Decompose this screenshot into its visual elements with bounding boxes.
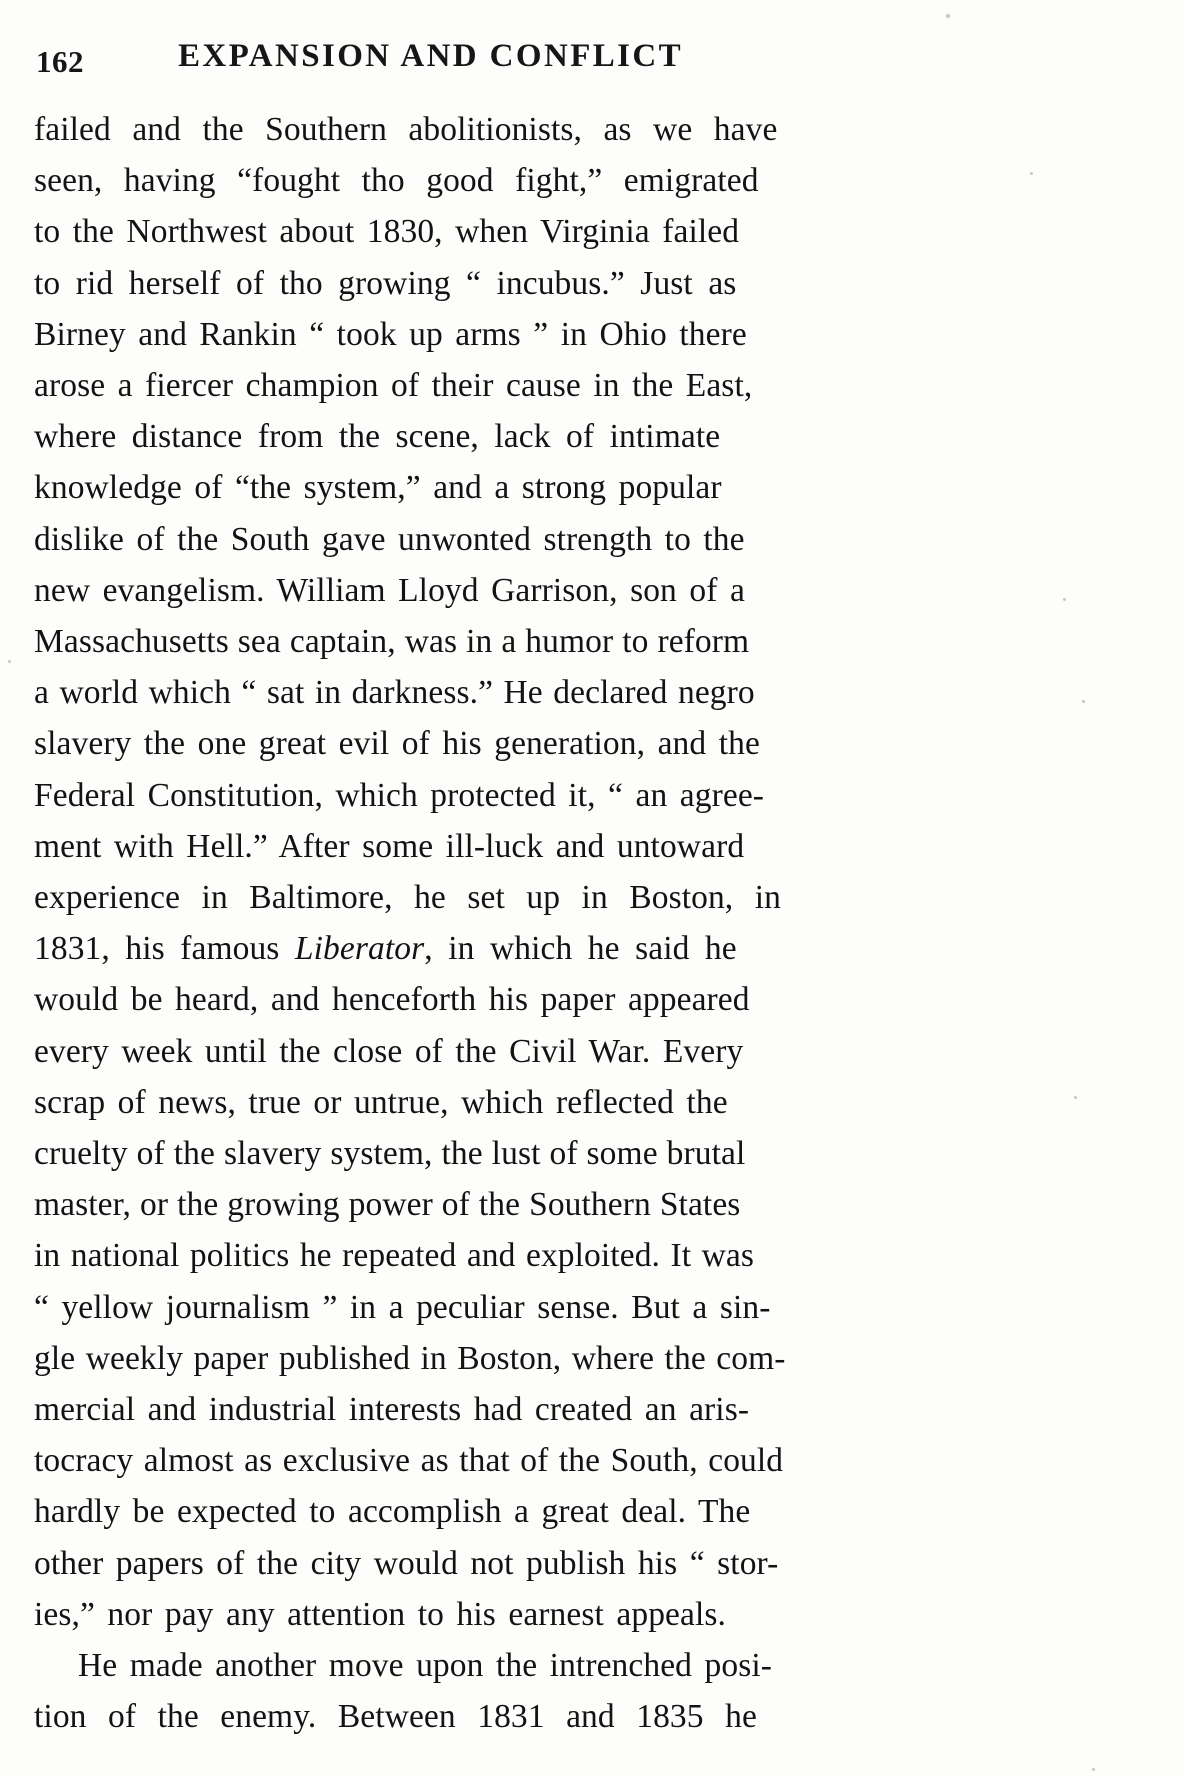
text-line: ment with Hell.” After some ill-luck and untoward [34,827,745,865]
text-line-italic [34,923,1058,974]
line-before-italic: 1831, his famous [34,930,295,968]
text-line: He made another move upon the intrenched posi- [78,1647,773,1685]
running-head: EXPANSION AND CONFLICT [178,38,684,74]
text-line: every week until the close of the Civil War. Every [34,1032,744,1070]
body-text [34,104,1058,1743]
text-line: tion of the enemy. Between 1831 and 1835 he [34,1698,757,1736]
text-line: would be heard, and henceforth his paper appeared [34,981,750,1019]
text-line: other papers of the city would not publish his “ stor- [34,1544,779,1582]
text-line: arose a fiercer champion of their cause in the East, [34,367,753,405]
text-line: hardly be expected to accomplish a great deal. The [34,1493,751,1531]
text-line: to rid herself of tho growing “ incubus.” Just as [34,264,737,302]
text-line: dislike of the South gave unwonted strength to the [34,520,745,558]
text-line: knowledge of “the system,” and a strong popular [34,469,722,507]
text-line: failed and the Southern abolitionists, as we have [34,111,778,148]
scan-speck [8,660,11,663]
text-line: a world which “ sat in darkness.” He declared negro [34,674,755,712]
text-line: master, or the growing power of the Southern States [34,1186,741,1224]
scan-speck [1092,1768,1095,1771]
scan-speck [1063,598,1066,601]
text-line: “ yellow journalism ” in a peculiar sense. But a sin- [34,1288,771,1326]
text-line: seen, having “fought tho good fight,” emigrated [34,162,759,200]
page-header [0,38,1185,86]
text-line: scrap of news, true or untrue, which reflected the [34,1083,728,1121]
text-line: to the Northwest about 1830, when Virginia failed [34,213,740,251]
text-line: slavery the one great evil of his generation, and the [34,725,760,763]
text-line: new evangelism. William Lloyd Garrison, son of a [34,571,745,609]
text-line: mercial and industrial interests had created an aris- [34,1391,750,1429]
line-after-italic: , in which he said he [424,930,737,968]
text-line: where distance from the scene, lack of intimate [34,418,721,456]
scan-speck [946,14,950,18]
text-line: gle weekly paper published in Boston, where the com- [34,1339,786,1377]
text-line: Massachusetts sea captain, was in a humor to reform [34,623,750,661]
scan-speck [1082,700,1085,703]
text-line: Birney and Rankin “ took up arms ” in Ohio there [34,315,747,353]
text-line: ies,” nor pay any attention to his earnest appeals. [34,1595,727,1633]
text-line: experience in Baltimore, he set up in Boston, in [34,879,782,917]
text-line: Federal Constitution, which protected it, “ an agree- [34,776,765,814]
text-line: in national politics he repeated and exploited. It was [34,1237,755,1275]
text-line: cruelty of the slavery system, the lust of some brutal [34,1135,746,1173]
scan-speck [1074,1096,1077,1099]
text-line: tocracy almost as exclusive as that of the South, could [34,1442,784,1480]
page-number: 162 [36,44,84,79]
book-title-italic: Liberator [294,930,425,968]
